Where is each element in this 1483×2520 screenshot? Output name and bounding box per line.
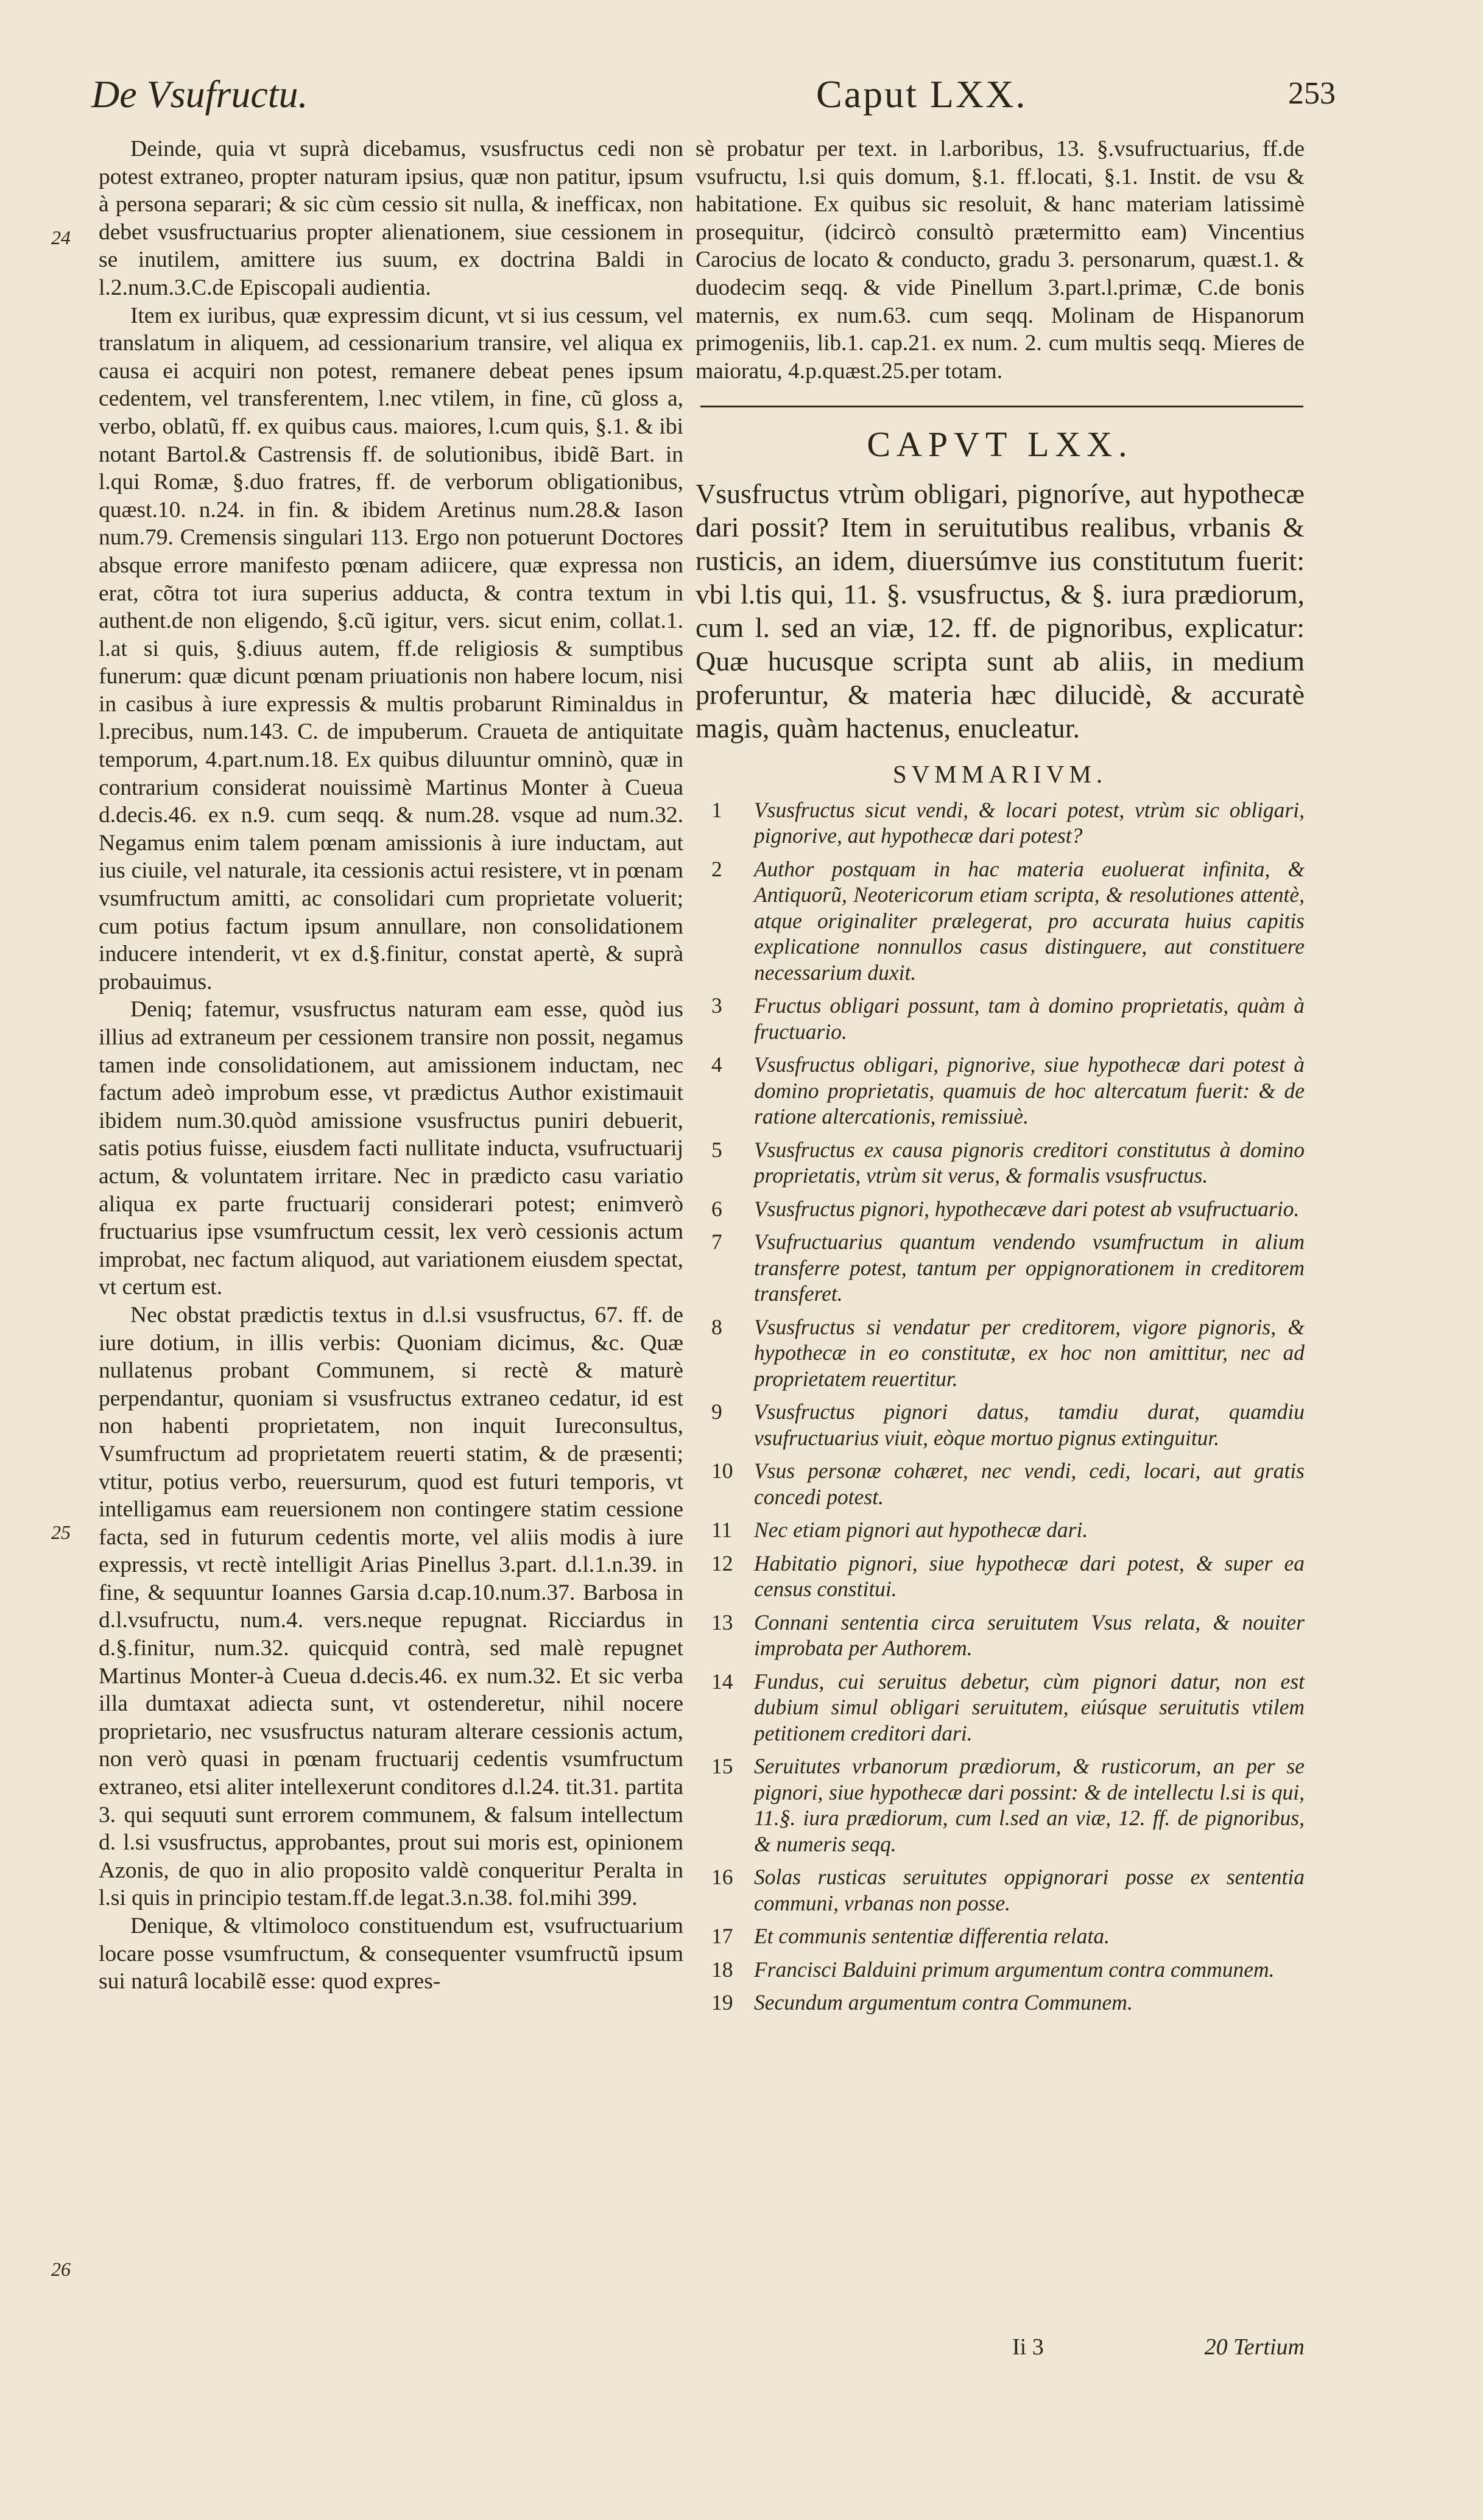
signature-mark: Ii 3 [1012,2334,1044,2360]
summary-item [696,1052,1305,1130]
summary-item-text: Solas rusticas seruitutes oppignorari posse ex sententia communi, vrbanas non posse. [754,1865,1305,1915]
summary-item-text: Vsufructuarius quantum vendendo vsumfructum in alium transferre potest, tantum per oppignorationem in creditorem transferet. [754,1230,1305,1306]
summary-item [696,1314,1305,1392]
summary-item-number: 19 [711,1990,733,2015]
summary-item [696,1229,1305,1307]
summary-item-number: 9 [711,1399,722,1424]
summary-item-number: 14 [711,1669,733,1694]
summary-list [696,797,1305,2016]
summary-item-text: Vsusfructus obligari, pignorive, siue hypothecæ dari potest à domino proprietatis, quamuis de hoc altercatum fuerit: & de ratione altercationis, remissiuè. [754,1052,1305,1129]
margin-number-25: 25 [51,1521,71,1543]
left-paragraph: Deinde, quia vt suprà dicebamus, vsusfructus cedi non potest extraneo, propter naturam ipsius, quæ non patitur, ipsum à persona separari; & sic cùm cessio sit nulla, & inefficax, non debet vsusfructuarius propter alienationem, siue cessionem in se inutilem, amittere ius suum, ex doctrina Baldi in l.2.num.3.C.de Episcopali audientia. [99,136,683,300]
summary-item [696,1990,1305,2016]
summary-item-number: 11 [711,1518,733,1543]
summary-item [696,1196,1305,1222]
summary-item-text: Author postquam in hac materia euoluerat infinita, & Antiquorũ, Neotericorum etiam scripta, & resolutiones attentè, atque originaliter prælegerat, pro accurata huius capitis explicatione nonnullos casus distinguere, aut constituere necessarium duxit. [754,856,1305,985]
summary-item [696,1610,1305,1661]
running-head-chapter: Caput LXX. [816,72,1027,116]
summary-item [696,1399,1305,1451]
left-paragraph: Item ex iuribus, quæ expressim dicunt, vt si ius cessum, vel translatum in aliquem, ad cessionarium transire, vel aliqua ex causa ei acquiri non potest, remanere debeat penes ipsum cedentem, vel transferentem, l.nec vtilem, in fine, cũ gloss a, verbo, oblatũ, ff. ex quibus caus. maiores, l.cum quis, §.1. & ibi notant Bartol.& Castrensis ff. de solutionibus, ibidẽ Bart. in l.qui Romæ, §.duo fratres, ff. de verborum obligationibus, quæst.10. n.24. in fin. & ibidem Aretinus num.28.& Iason num.79. Cremensis singulari 113. Ergo non potuerunt Doctores absque errore manifesto pœnam adiicere, quæ expressa non erat, cõtra tot iura superius adducta, & contra textum in authent.de non eligendo, §.cũ igitur, vers. sicut enim, collat.1. l.at si quis, §.diuus autem, ff.de religiosis & sumptibus funerum: quæ dicunt pœnam priuationis non habere locum, nisi in casibus à iure expressis & multis probarunt Riminaldus in l.precibus, num.143. C. de impuberum. Craueta de antiquitate temporum, 4.part.num.18. Ex quibus diluuntur omninò, quæ in contrarium considerat nouissimè Martinus Monter à Cueua d.decis.46. ex n.9. cum seqq. & num.28. vsque ad num.32. Negamus enim talem pœnam amissionis à iure inductam, aut ius ciuile, vel naturale, ita cessionis actui resistere, vt in pœnam vsumfructum amitti, ac consolidari cum proprietate voluerit; cum potius factum ipsum annullare, non consolidationem inducere intenderit, vt ex d.§.finitur, constat apertè, & suprà probauimus. [99,303,683,994]
summary-item-text: Seruitutes vrbanorum prædiorum, & rusticorum, an per se pignori, siue hypothecæ dari possint: & de intellectu l.si is qui, 11.§. iura prædiorum, cum l.sed an viæ, 12. ff. de pignoribus, & numeris seqq. [754,1754,1305,1856]
running-head [91,72,1336,127]
summary-item [696,993,1305,1044]
left-paragraph: Denique, & vltimoloco constituendum est, vsufructuarium locare posse vsumfructum, & consequenter vsumfructũ ipsum sui naturâ locabilẽ esse: quod expres- [99,1913,683,1994]
summary-item [696,1957,1305,1983]
summary-item-number: 16 [711,1865,733,1890]
summary-item [696,1517,1305,1543]
summary-item-text: Vsusfructus si vendatur per creditorem, vigore pignoris, & hypothecæ in eo constitutæ, ex hoc non amittitur, nec ad proprietatem reuertitur. [754,1314,1305,1391]
summary-item [696,797,1305,849]
summary-item-text: Vsusfructus ex causa pignoris creditori constitutus à domino proprietatis, vtrùm sit verus, & formalis vsusfructus. [754,1137,1305,1188]
summary-item-number: 7 [711,1230,722,1255]
margin-number-24: 24 [51,227,71,248]
left-paragraph: Nec obstat prædictis textus in d.l.si vsusfructus, 67. ff. de iure dotium, in illis verbis: Quoniam dicimus, &c. Quæ nullatenus probant Communem, si rectè & maturè perpendantur, quoniam si vsusfructus extraneo cedatur, id est non habenti proprietatem, non inquit Iureconsultus, Vsumfructum ad proprietatem reuerti statim, & de præsenti; vtitur, potius verbo, reuersurum, quod est futuri temporis, vt intelligamus eam reuersionem non contingere statim cessione facta, sed in futurum cedentis morte, vel aliis modis à iure expressis, vt rectè intelligit Arias Pinellus 3.part. d.l.1.n.39. in fine, & sequuntur Ioannes Garsia d.cap.10.num.37. Barbosa in d.l.vsufructu, num.4. vers.neque repugnat. Ricciardus in d.§.finitur, num.32. quicquid contrà, sed malè repugnet Martinus Monter-à Cueua d.decis.46. ex num.32. Et sic verba illa dumtaxat adiecta sunt, vt ostenderetur, nihil nocere proprietario, nec vsusfructus naturam alterare cessionis actum, non verò quasi in pœnam fructuarij cedentis vsumfructum extraneo, etsi aliter intellexerunt conditores d.l.24. tit.31. partita 3. qui sequuti sunt errorem communem, & falsum intellectum d. l.si vsusfructus, approbantes, prout sui moris est, opinionem Azonis, de quo in alio proposito valdè conqueritur Peralta in l.si quis in principio testam.ff.de legat.3.n.38. fol.mihi 399. [99,1302,683,1911]
summary-item [696,1669,1305,1747]
summary-item-number: 15 [711,1754,733,1779]
summary-item-number: 18 [711,1957,733,1982]
page-footer [696,2334,1305,2364]
chapter-rule [700,406,1303,407]
summary-item [696,1458,1305,1510]
summary-item [696,856,1305,986]
summary-item [696,1923,1305,1949]
summary-item-text: Secundum argumentum contra Communem. [754,1990,1133,2015]
summary-item-text: Vsus personæ cohæret, nec vendi, cedi, locari, aut gratis concedi potest. [754,1459,1305,1509]
continuation-text: sè probatur per text. in l.arboribus, 13. §.vsufructuarius, ff.de vsufructu, l.si quis domum, §.1. ff.locati, §.1. Instit. de vsu & habitatione. Ex quibus sic resoluit, & hanc materiam latissimè prosequitur, (idcircò consultò prætermitto eam) Vincentius Carocius de locato & conducto, gradu 3. personarum, quæst.1. & duodecim seqq. & vide Pinellum 3.part.l.primæ, C.de bonis maternis, ex num.63. cum seqq. Molinam de Hispanorum primogeniis, lib.1. cap.21. ex num. 2. cum multis seqq. Mieres de maioratu, 4.p.quæst.25.per totam. [696,136,1305,384]
summary-item [696,1864,1305,1916]
summary-item-number: 1 [711,797,722,822]
summary-item-number: 10 [711,1459,733,1483]
summary-item-number: 3 [711,993,722,1018]
summary-item-number: 12 [711,1550,733,1575]
summary-item-text: Et communis sententiæ differentia relata. [754,1924,1110,1949]
summary-item-text: Habitatio pignori, siue hypothecæ dari potest, & super ea census constitui. [754,1550,1305,1602]
summary-item-number: 5 [711,1137,722,1162]
chapter-intro: Vsusfructus vtrùm obligari, pignoríve, aut hypothecæ dari possit? Item in seruitutibus realibus, vrbanis & rusticis, an idem, diuersúmve ius constitutum fuerit: vbi l.tis qui, 11. §. vsusfructus, & §. iura prædiorum, cum l. sed an viæ, 12. ff. de pignoribus, explicatur: Quæ hucusque scripta sunt ab aliis, in medium proferuntur, & materia hæc dilucidè, & accuratè magis, quàm hactenus, enucleatur. [696,478,1305,744]
summary-title: SVMMARIVM. [892,760,1108,789]
summary-item-text: Francisci Balduini primum argumentum contra communem. [754,1957,1275,1982]
summary-item-text: Nec etiam pignori aut hypothecæ dari. [754,1518,1088,1543]
page-number: 253 [1288,76,1336,111]
summary-item-number: 17 [711,1924,733,1949]
summary-item-number: 4 [711,1052,722,1077]
summary-item [696,1753,1305,1857]
catchword: 20 Tertium [1204,2334,1305,2360]
summary-item-number: 8 [711,1314,722,1339]
left-column [99,135,683,1996]
summary-item-text: Vsusfructus sicut vendi, & locari potest, vtrùm sic obligari, pignorive, aut hypothecæ dari potest? [754,797,1305,848]
summary-item-text: Fundus, cui seruitus debetur, cùm pignori datur, non est dubium simul obligari seruitutem, eiúsque seruitutis vtilem petitionem creditori dari. [754,1669,1305,1745]
right-column [696,135,1305,2023]
margin-number-26: 26 [51,2258,71,2280]
summary-item-text: Connani sententia circa seruitutem Vsus relata, & nouiter improbata per Authorem. [754,1610,1305,1661]
running-head-title: De Vsufructu. [91,72,308,116]
summary-item [696,1137,1305,1189]
summary-item-number: 6 [711,1196,722,1221]
summary-item-number: 13 [711,1610,733,1635]
summary-item-text: Fructus obligari possunt, tam à domino proprietatis, quàm à fructuario. [754,993,1305,1044]
summary-item-text: Vsusfructus pignori, hypothecæve dari potest ab vsufructuario. [754,1196,1300,1221]
left-paragraph: Deniq; fatemur, vsusfructus naturam eam esse, quòd ius illius ad extraneum per cessionem transire non possit, negamus tamen inde consolidationem, aut amissionem inductam, nec factum adeò improbum esse, vt prædictus Author existimauit ibidem num.30.quòd amissione vsusfructus puniri debuerit, satis potius fuisse, eiusdem facti nullitate inducta, vsufructuarij actum, & voluntatem irritare. Nec in prædicto casu variatio aliqua ex parte fructuarij considerari potest; enimverò fructuarius ipse vsumfructum cessit, lex verò cessionis actum improbat, nec factum aliquod, aut variationem eiusdem spectat, vt certum est. [99,997,683,1300]
summary-item-text: Vsusfructus pignori datus, tamdiu durat, quamdiu vsufructuarius viuit, eòque mortuo pignus extinguitur. [754,1399,1305,1450]
chapter-title: CAPVT LXX. [867,424,1133,465]
summary-item [696,1550,1305,1602]
summary-item-number: 2 [711,856,722,881]
